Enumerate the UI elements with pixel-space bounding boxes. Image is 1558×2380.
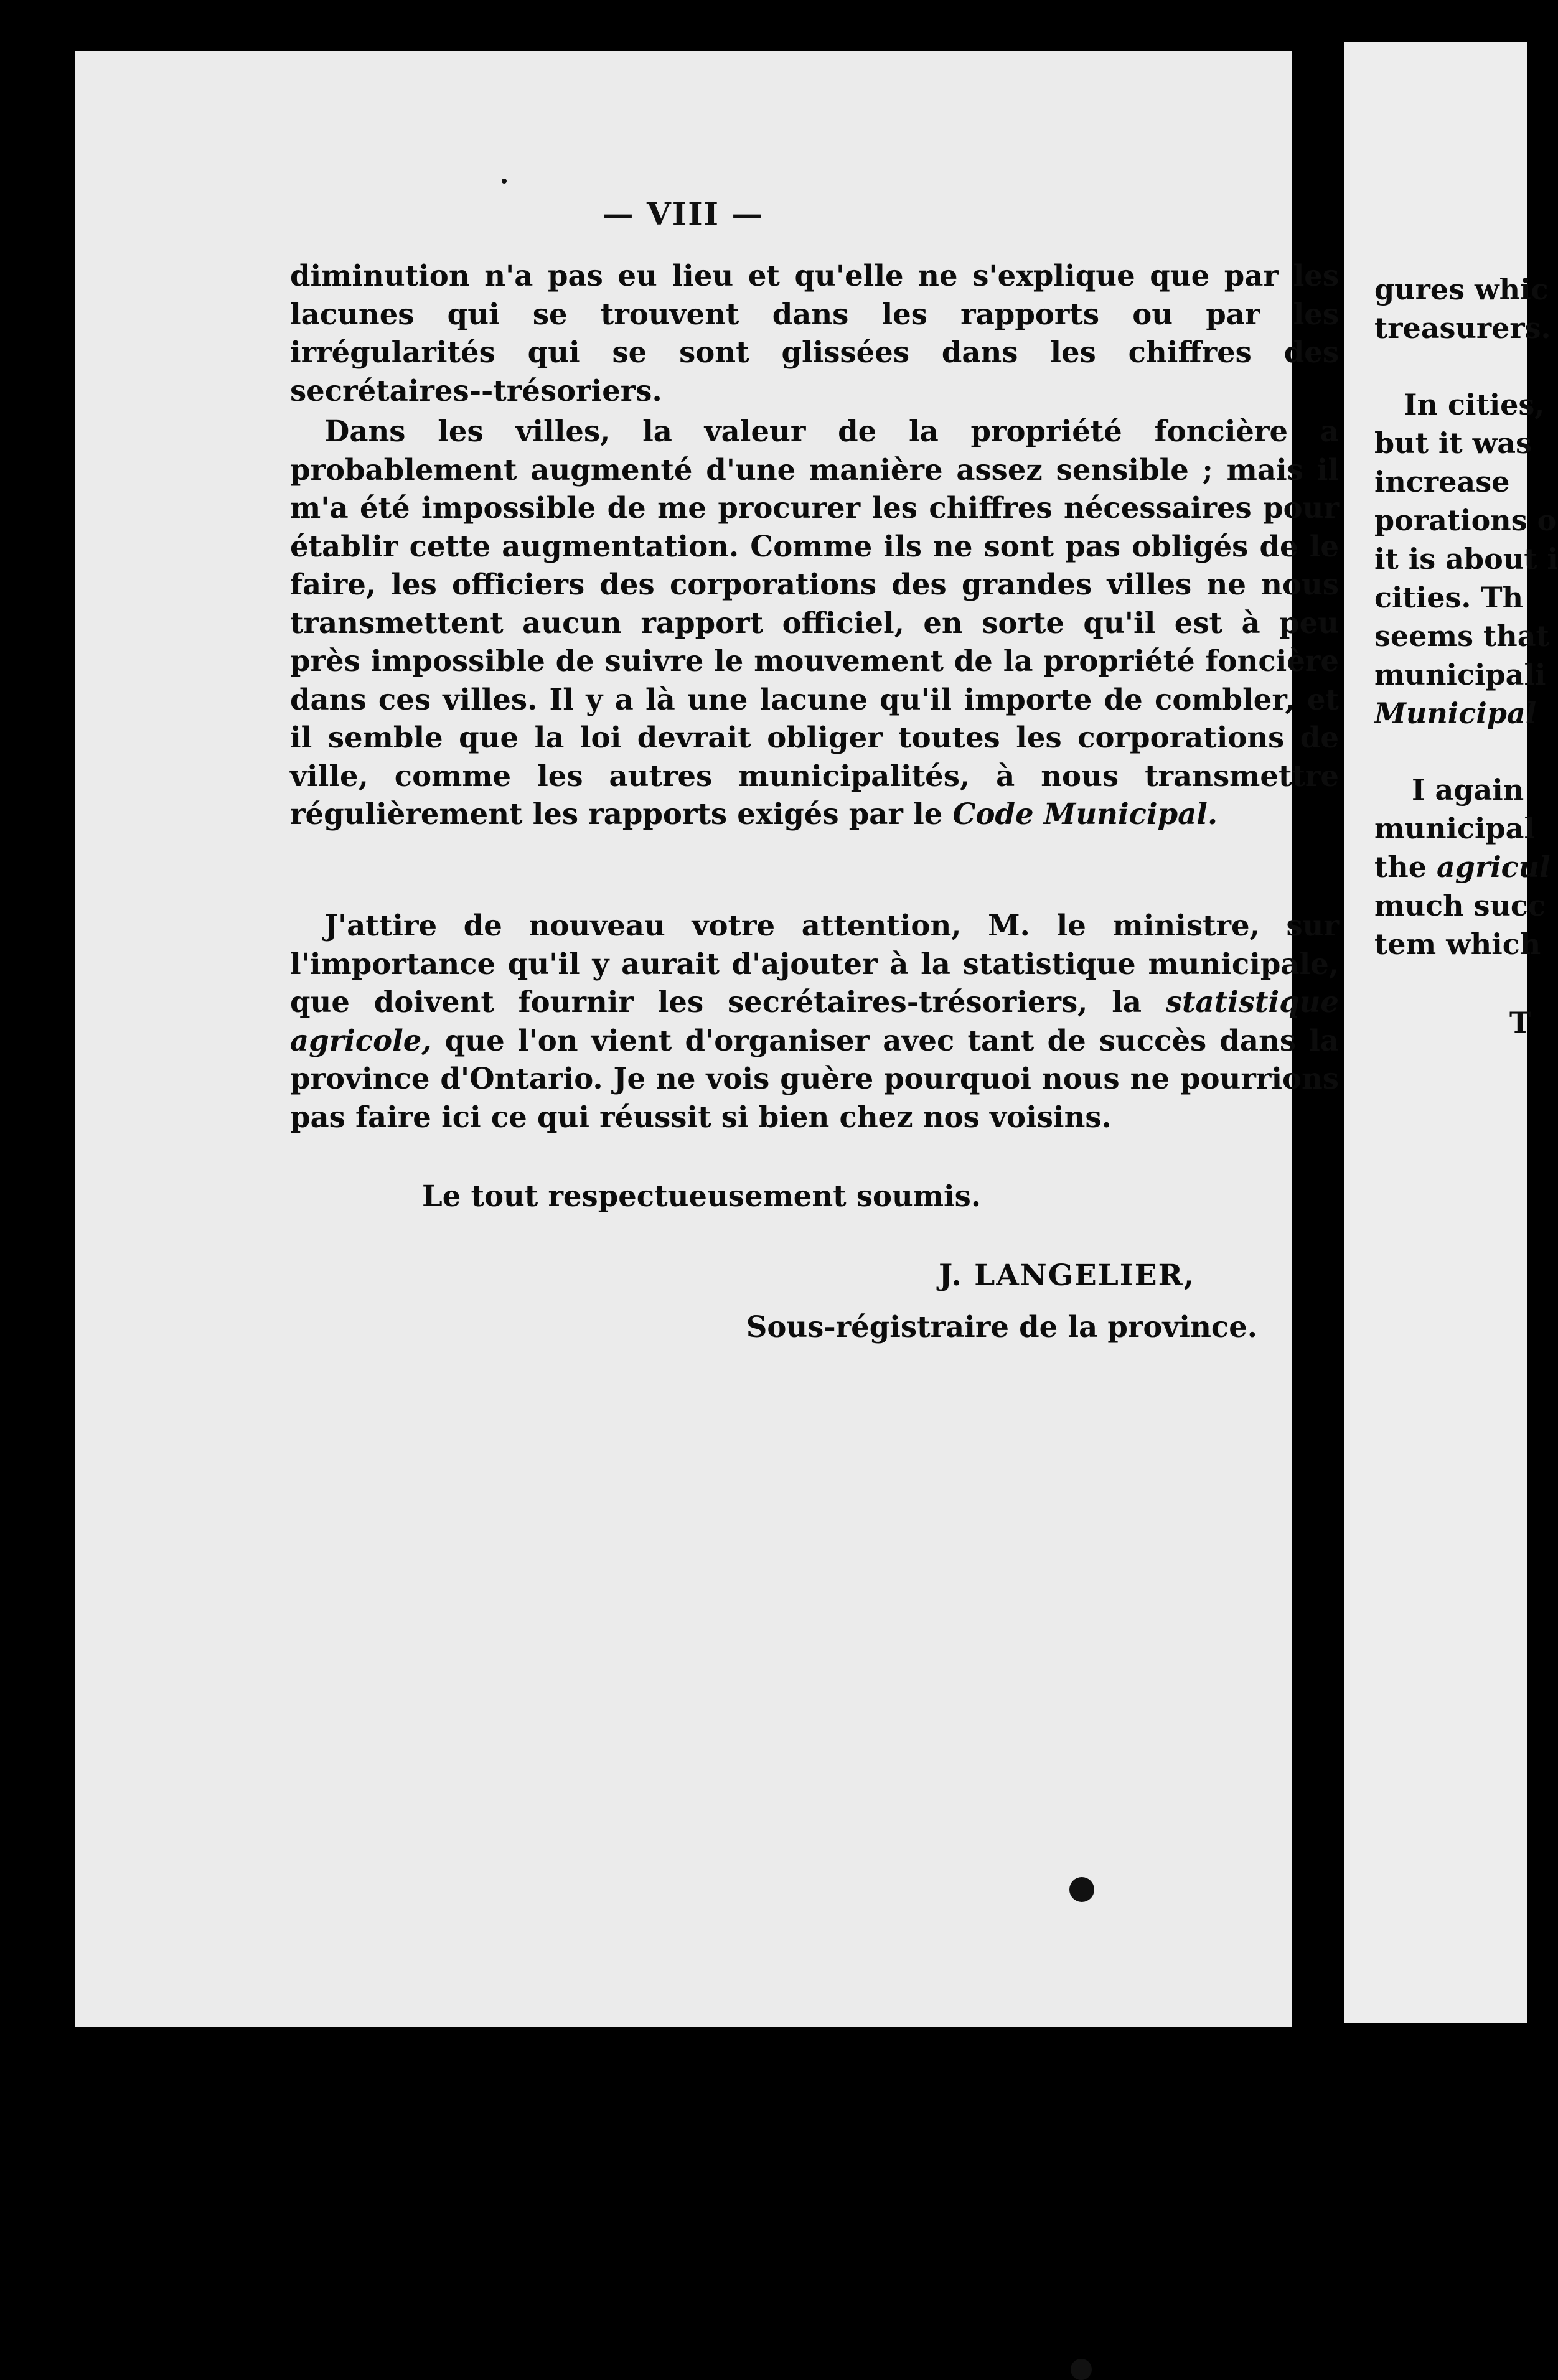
statistique-agricole-italic: statistique agricole, bbox=[290, 985, 1339, 1057]
signature-name: J. LANGELIER, bbox=[938, 1258, 1195, 1293]
right-line: municipal bbox=[1374, 812, 1535, 845]
right-line: the agricul bbox=[1374, 850, 1551, 884]
paragraph-1-text: diminution n'a pas eu lieu et qu'elle ne s'explique que par les lacunes qui se trouvent dans les rapports ou par les irrégularités qui se sont glissées dans les chiffres des secrétaires--trésoriers. bbox=[290, 258, 1339, 408]
code-municipal-italic: Code Municipal. bbox=[952, 797, 1218, 831]
signature-title: Sous-régistraire de la province. bbox=[746, 1309, 1257, 1344]
closing-line: Le tout respectueusement soumis. bbox=[422, 1179, 982, 1213]
right-line: I again bbox=[1412, 773, 1524, 807]
paragraph-3 bbox=[290, 906, 1339, 1136]
paragraph-2 bbox=[290, 412, 1339, 833]
paragraph-2-main: Dans les villes, la valeur de la propriété foncière a probablement augmenté d'une manière assez sensible ; mais il m'a été impossible de me procurer les chiffres nécessaires pour établir cette augmentation. Comme ils ne sont pas obligés de le faire, les officiers des corporations des grandes villes ne nous transmettent aucun rapport officiel, en sorte qu'il est à peu près impossible de suivre le mouvement de la propriété foncière dans ces villes. Il y a là une lacune qu'il importe de combler, et il semble que la loi devrait obliger toutes les corporations de ville, comme les autres municipalités, à nous transmettre régulièrement les rapports exigés par le bbox=[290, 414, 1339, 831]
right-line: tem which bbox=[1374, 927, 1541, 961]
agricultural-italic-fragment: agricul bbox=[1436, 850, 1551, 884]
right-line: T bbox=[1509, 1006, 1531, 1039]
paragraph-1 bbox=[290, 256, 1339, 410]
ink-speck-small bbox=[502, 179, 507, 184]
paragraph-3-before: J'attire de nouveau votre attention, M. le ministre, sur l'importance qu'il y aurait d'ajouter à la statistique municipale, que doivent fournir les secrétaires-trésoriers, la bbox=[290, 908, 1339, 1019]
right-line: it is about i bbox=[1374, 542, 1558, 576]
right-line: Municipal bbox=[1374, 696, 1537, 730]
right-line: but it was bbox=[1374, 426, 1532, 460]
ink-speck bbox=[1071, 2359, 1092, 2380]
right-line: seems that bbox=[1374, 619, 1549, 653]
right-page bbox=[1344, 42, 1558, 2023]
right-line: municipali bbox=[1374, 658, 1546, 691]
paragraph-3-text bbox=[290, 906, 1339, 1136]
right-line: treasurers. bbox=[1374, 311, 1551, 345]
right-line: gures whic bbox=[1374, 273, 1549, 306]
right-line: porations o bbox=[1374, 504, 1557, 537]
right-line: increase bbox=[1374, 465, 1510, 499]
page-number: — VIII — bbox=[602, 195, 764, 232]
paragraph-3-after: que l'on vient d'organiser avec tant de succès dans la province d'Ontario. Je ne vois guère pourquoi nous ne pourrions pas faire ici ce qui réussit si bien chez nos voisins. bbox=[290, 1023, 1339, 1134]
right-line: much succ bbox=[1374, 889, 1546, 922]
right-line: cities. Th bbox=[1374, 581, 1524, 614]
ink-blot bbox=[1069, 1877, 1094, 1902]
right-line: In cities, bbox=[1404, 388, 1545, 421]
left-page bbox=[75, 51, 1339, 2027]
paragraph-2-text bbox=[290, 412, 1339, 833]
